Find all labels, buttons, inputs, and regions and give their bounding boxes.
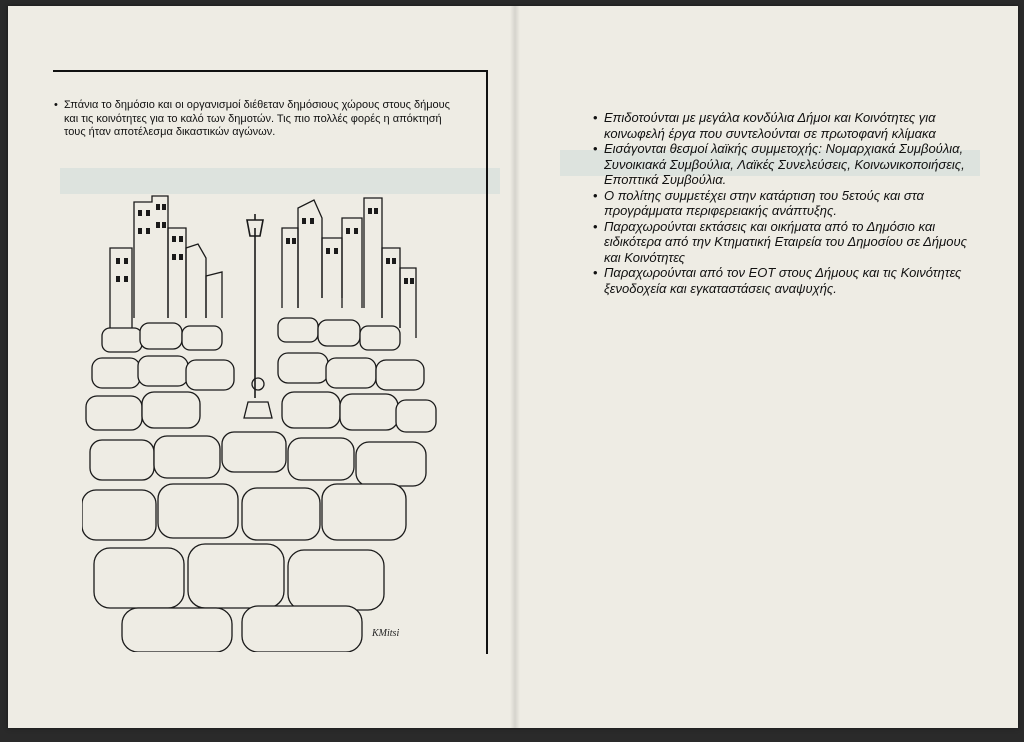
bullet-icon: •	[54, 99, 58, 111]
right-bullet-item	[593, 110, 983, 141]
right-bullet-text: Ο πολίτης συμμετέχει στην κατάρτιση του 5ετούς και στα προγράμματα περιφερειακής ανάπτυξης.	[604, 187, 924, 218]
page-fold	[510, 6, 520, 728]
right-bullet-list	[593, 110, 983, 296]
left-bullet-text: Σπάνια το δημόσιο και οι οργανισμοί διέθεταν δημόσιους χώρους στους δήμους και τις κοινότητες για το καλό των δημοτών. Τις πιο πολλές φορές η απόκτησή τους ήταν αποτέλεσμα δικαστικών αγώνων.	[64, 99, 450, 138]
cartoon-signature: KMitsi	[372, 628, 400, 639]
bullet-icon: •	[593, 265, 598, 280]
bullet-icon: •	[593, 187, 598, 203]
right-bullet-item	[593, 265, 983, 296]
right-bullet-item	[593, 188, 983, 219]
right-bullet-item	[593, 219, 983, 266]
right-bullet-text: Παραχωρούνται από τον ΕΟΤ στους Δήμους και τις Κοινότητες ξενοδοχεία και εγκαταστάσεις αναψυχής.	[604, 265, 962, 296]
bullet-icon: •	[593, 141, 598, 156]
right-bullet-text: Παραχωρούνται εκτάσεις και οικήματα από το Δημόσιο και ειδικότερα από την Κτηματική Εταιρεία του Δημοσίου σε Δήμους και Κοινότητες	[604, 218, 967, 265]
bullet-icon: •	[593, 110, 598, 125]
traffic-jam-cartoon	[82, 188, 440, 652]
right-bullet-text: Επιδοτούνται με μεγάλα κονδύλια Δήμοι και Κοινότητες για κοινωφελή έργα που συντελούνται σε πρωτοφανή κλίμακα	[604, 110, 936, 141]
left-bullet-item	[54, 99, 454, 140]
right-bullet-item	[593, 141, 983, 188]
bullet-icon: •	[593, 218, 598, 234]
right-bullet-text: Εισάγονται θεσμοί λαϊκής συμμετοχής: Νομαρχιακά Συμβούλια, Συνοικιακά Συμβούλια, Λαϊκές Συνελεύσεις, Κοινωνικοποιήσεις, Εποπτικά Συμβούλια.	[604, 141, 965, 187]
